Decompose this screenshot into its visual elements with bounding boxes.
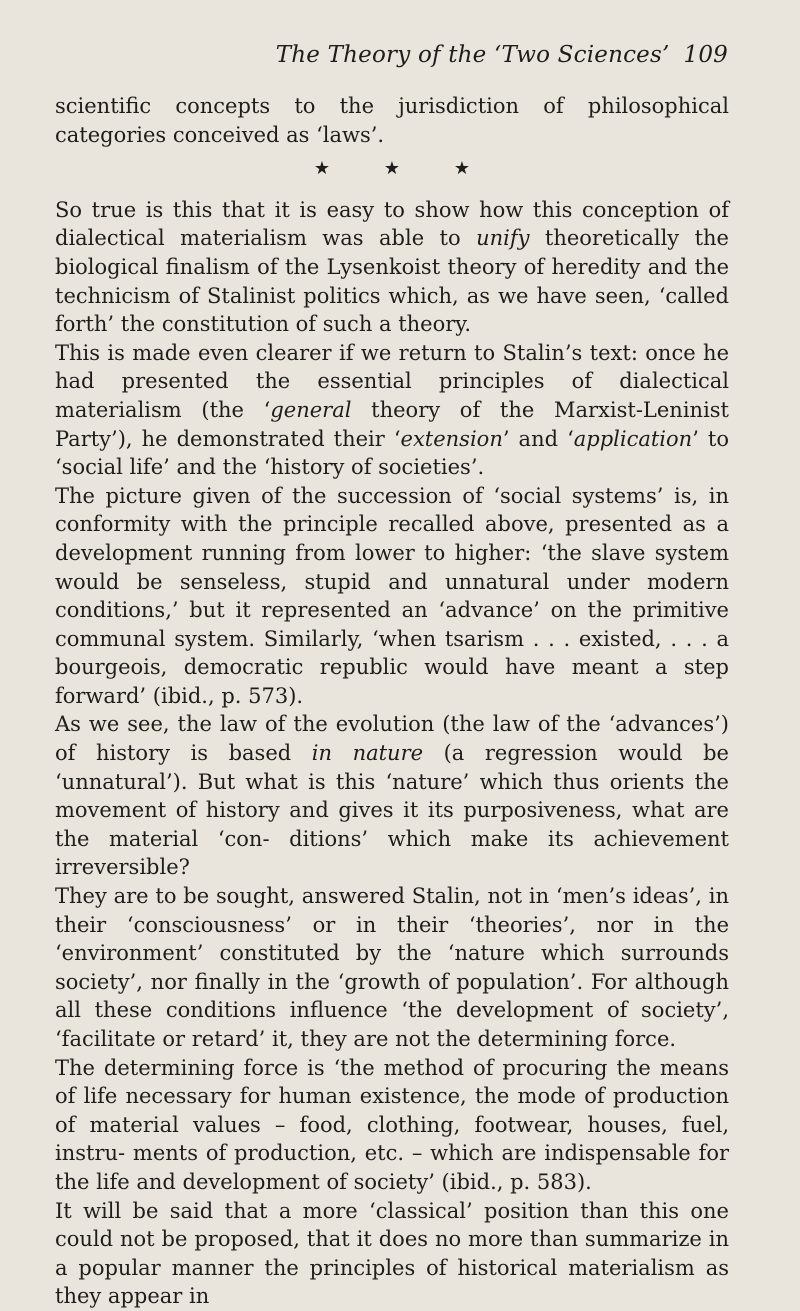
paragraph: The determining force is ‘the method of procuring the means of life necessary for human existence, the mode of production of material values – food, clothing, footwear, houses, fuel, instru- ments of production, etc. – which are indispensable for the life and development of society’ (ibid., p. 583). [55,1055,729,1194]
star-icon: ★ [453,158,471,180]
star-icon: ★ [313,158,331,180]
running-head [276,42,728,68]
paragraph: They are to be sought, answered Stalin, not in ‘men’s ideas’, in their ‘consciousness’ or in their ‘theories’, nor in the ‘environment’ constituted by the ‘nature which surrounds society’, nor finally in the ‘growth of population’. For although all these conditions influence ‘the development of society’, ‘facilitate or retard’ it, they are not the determining force. [55,884,729,1051]
body-text [55,92,729,1311]
chapter-title: The Theory of the ‘Two Sciences’ [275,42,670,68]
emphasis: in nature [311,741,424,766]
emphasis: application [573,426,693,451]
star-icon: ★ [383,158,401,180]
paragraph-continuation: scientific concepts to the jurisdiction of philosophical categories conceived as ‘laws’. [55,94,729,147]
paragraph: So true is this that it is easy to show how this conception of dialectical materialism was able to unify theoretically the biological finalism of the Lysenkoist theory of heredity and the technicism of Stalinist politics which, as we have seen, ‘called forth’ the constitution of such a theory. [55,197,729,337]
paragraph: This is made even clearer if we return to Stalin’s text: once he had presented the essential principles of dialectical materialism (the ‘general theory of the Marxist-Leninist Party’), he demonstrated their ‘extension’ and ‘application’ to ‘social life’ and the ‘history of societies’. [55,340,730,480]
section-break [55,155,729,184]
paragraph: The picture given of the succession of ‘social systems’ is, in conformity with the principle recalled above, presented as a development running from lower to higher: ‘the slave system would be senseless, stupid and unnatural under modern conditions,’ but it represented an ‘advance’ on the primitive communal system. Similarly, ‘when tsarism . . . existed, . . . a bourgeois, democratic republic would have meant a step forward’ (ibid., p. 573). [55,483,729,708]
emphasis: extension [400,426,503,451]
emphasis: general [270,397,352,422]
page-number: 109 [683,42,728,68]
emphasis: unify [476,226,530,251]
paragraph: It will be said that a more ‘classical’ position than this one could not be proposed, that it does no more than summarize in a popular manner the principles of historical materialism as they appear in [55,1198,729,1309]
paragraph: As we see, the law of the evolution (the law of the ‘advances’) of history is based in nature (a regression would be ‘unnatural’). But what is this ‘nature’ which thus orients the movement of history and gives it its purposiveness, what are the material ‘con- ditions’ which make its achievement irreversible? [55,712,729,880]
